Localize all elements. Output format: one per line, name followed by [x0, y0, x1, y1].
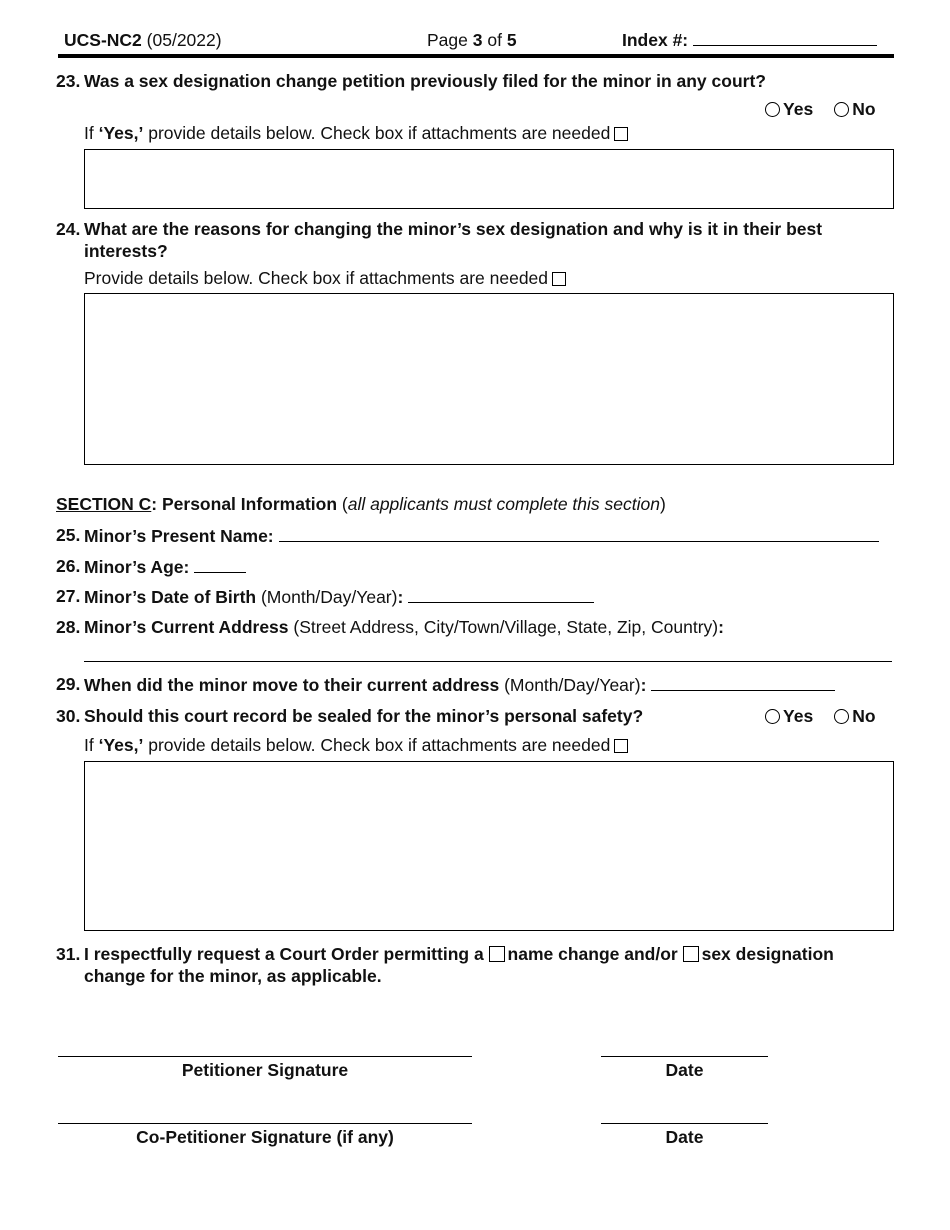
q23-details-box[interactable]	[84, 149, 894, 209]
sex-designation-checkbox[interactable]	[683, 946, 699, 962]
index-number-label: Index #:	[622, 30, 689, 50]
q30-number: 30.	[56, 706, 81, 726]
co-petitioner-date-line[interactable]	[601, 1123, 768, 1124]
q31-number: 31.	[56, 944, 81, 964]
header-rule	[58, 54, 894, 58]
form-revision-date: (05/2022)	[146, 30, 222, 50]
form-id	[64, 28, 222, 52]
q31-request-line1: I respectfully request a Court Order permitting a name change and/or sex designation	[84, 944, 834, 964]
petitioner-date-line[interactable]	[601, 1056, 768, 1057]
q23-no-option[interactable]: No	[834, 99, 875, 120]
q28-number: 28.	[56, 617, 81, 637]
q26-label: Minor’s Age:	[84, 557, 190, 577]
q23-instructions: If ‘Yes,’ provide details below. Check box if attachments are needed	[84, 123, 628, 144]
q26-number: 26.	[56, 556, 81, 576]
petitioner-signature-label: Petitioner Signature	[181, 1060, 349, 1080]
q27-field: Minor’s Date of Birth (Month/Day/Year):	[84, 586, 594, 608]
q30-yes-option[interactable]: Yes	[765, 706, 813, 727]
form-id-code: UCS-NC2	[64, 30, 142, 50]
q29-label: When did the minor move to their current address	[84, 675, 500, 695]
q24-number: 24.	[56, 219, 81, 239]
q30-question: Should this court record be sealed for the minor’s personal safety?	[84, 706, 644, 726]
q24-question-line1: What are the reasons for changing the minor’s sex designation and why is it in their best	[84, 219, 823, 239]
q29-field: When did the minor move to their current address (Month/Day/Year):	[84, 674, 835, 696]
section-c-heading: SECTION C: Personal Information (all applicants must complete this section)	[56, 494, 666, 514]
minor-present-name-input[interactable]	[279, 525, 879, 542]
q28-label: Minor’s Current Address	[84, 617, 289, 637]
q30-no-radio[interactable]	[834, 709, 849, 724]
q29-number: 29.	[56, 674, 81, 694]
minor-age-input[interactable]	[194, 556, 246, 573]
q27-number: 27.	[56, 586, 81, 606]
index-number-field[interactable]	[622, 28, 877, 52]
q23-no-radio[interactable]	[834, 102, 849, 117]
q30-details-box[interactable]	[84, 761, 894, 931]
q25-number: 25.	[56, 525, 81, 545]
q24-question-line2: interests?	[84, 241, 168, 261]
q27-label: Minor’s Date of Birth	[84, 587, 257, 607]
page-indicator: Page 3 of 5	[427, 30, 517, 50]
co-petitioner-date-label: Date	[665, 1127, 704, 1147]
q26-field	[84, 556, 246, 578]
q23-radio-group	[765, 99, 876, 120]
q25-label: Minor’s Present Name:	[84, 526, 274, 546]
name-change-checkbox[interactable]	[489, 946, 505, 962]
q23-yes-option[interactable]: Yes	[765, 99, 813, 120]
q23-question: Was a sex designation change petition previously filed for the minor in any court?	[84, 71, 766, 91]
q30-attachments-checkbox[interactable]	[614, 739, 628, 753]
co-petitioner-signature-line[interactable]	[58, 1123, 472, 1124]
q30-no-option[interactable]: No	[834, 706, 875, 727]
move-in-date-input[interactable]	[651, 674, 835, 691]
q23-yes-radio[interactable]	[765, 102, 780, 117]
q23-attachments-checkbox[interactable]	[614, 127, 628, 141]
q30-radio-group	[765, 706, 876, 727]
q24-instructions: Provide details below. Check box if attachments are needed	[84, 268, 566, 289]
minor-address-input[interactable]	[84, 661, 892, 662]
q31-request-line2: change for the minor, as applicable.	[84, 966, 382, 986]
q28-field: Minor’s Current Address (Street Address, City/Town/Village, State, Zip, Country):	[84, 617, 724, 637]
minor-dob-input[interactable]	[408, 586, 594, 603]
q24-attachments-checkbox[interactable]	[552, 272, 566, 286]
q23-number: 23.	[56, 71, 81, 91]
petitioner-date-label: Date	[665, 1060, 704, 1080]
q24-details-box[interactable]	[84, 293, 894, 465]
q30-yes-radio[interactable]	[765, 709, 780, 724]
petitioner-signature-line[interactable]	[58, 1056, 472, 1057]
co-petitioner-signature-label: Co-Petitioner Signature (if any)	[136, 1127, 394, 1147]
index-number-input[interactable]	[693, 29, 877, 46]
q30-instructions: If ‘Yes,’ provide details below. Check box if attachments are needed	[84, 735, 628, 756]
q25-field	[84, 525, 879, 547]
